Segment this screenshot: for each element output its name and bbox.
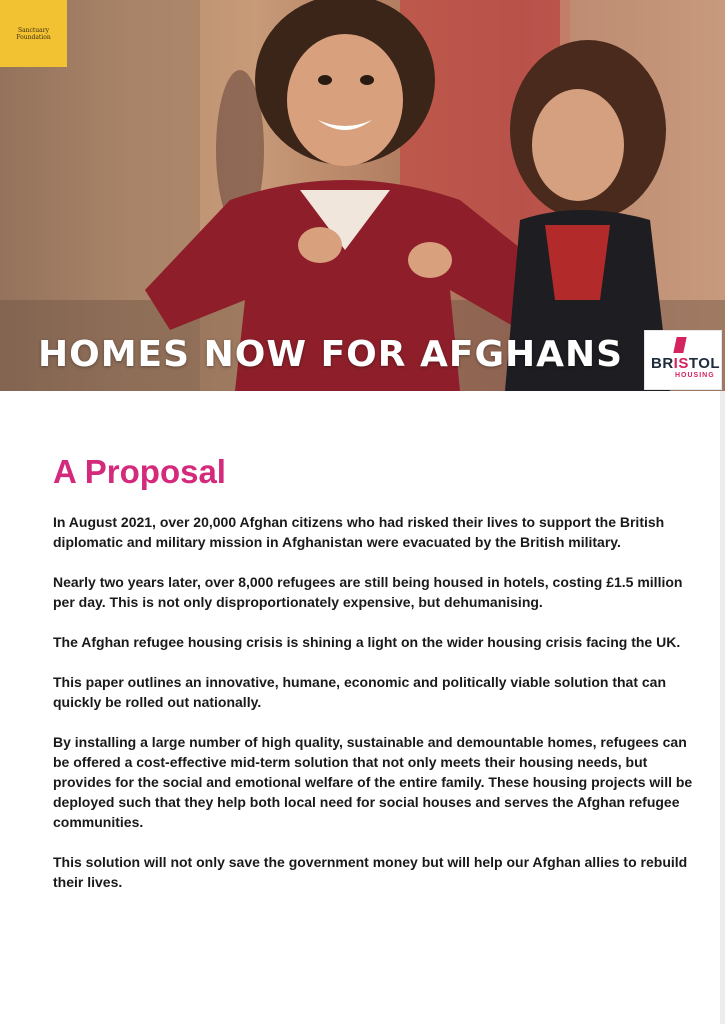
bristol-mark-icon <box>673 337 686 353</box>
page-edge-divider <box>720 391 725 1024</box>
bristol-housing-label: HOUSING <box>675 372 715 379</box>
paragraph-demountable-homes: By installing a large number of high quality, sustainable and demountable homes, refugees can be offered a cost-effective mid-term solution that not only meets their housing needs, but provides for the social and emotional welfare of the entire family. These housing projects will be deployed such that they help both local need for social houses and serves the Afghan refugee communities. <box>53 734 693 830</box>
bristol-housing-logo <box>644 330 722 390</box>
paragraph-solution-outline: This paper outlines an innovative, humane, economic and politically viable solution that can quickly be rolled out nationally. <box>53 674 667 710</box>
hero-title: HOMES NOW FOR AFGHANS <box>38 334 624 375</box>
logo-line-2: Foundation <box>16 33 51 41</box>
hero-photo <box>0 0 725 391</box>
page-heading: A Proposal <box>53 453 226 490</box>
paragraph-evacuation: In August 2021, over 20,000 Afghan citizens who had risked their lives to support the British diplomatic and military mission in Afghanistan were evacuated by the British military. <box>53 514 665 550</box>
paragraph-conclusion: This solution will not only save the government money but will help our Afghan allies to rebuild their lives. <box>53 854 688 890</box>
proposal-body <box>53 512 703 912</box>
logo-line-1: Sanctuary <box>17 26 50 34</box>
bristol-wordmark: BRISTOL <box>651 355 721 372</box>
sanctuary-foundation-logo <box>0 0 67 67</box>
paragraph-housing-crisis: The Afghan refugee housing crisis is shining a light on the wider housing crisis facing the UK. <box>53 634 681 650</box>
paragraph-hotels: Nearly two years later, over 8,000 refugees are still being housed in hotels, costing £1.5 million per day. This is not only disproportionately expensive, but dehumanising. <box>53 574 683 610</box>
hero-banner <box>0 0 725 391</box>
